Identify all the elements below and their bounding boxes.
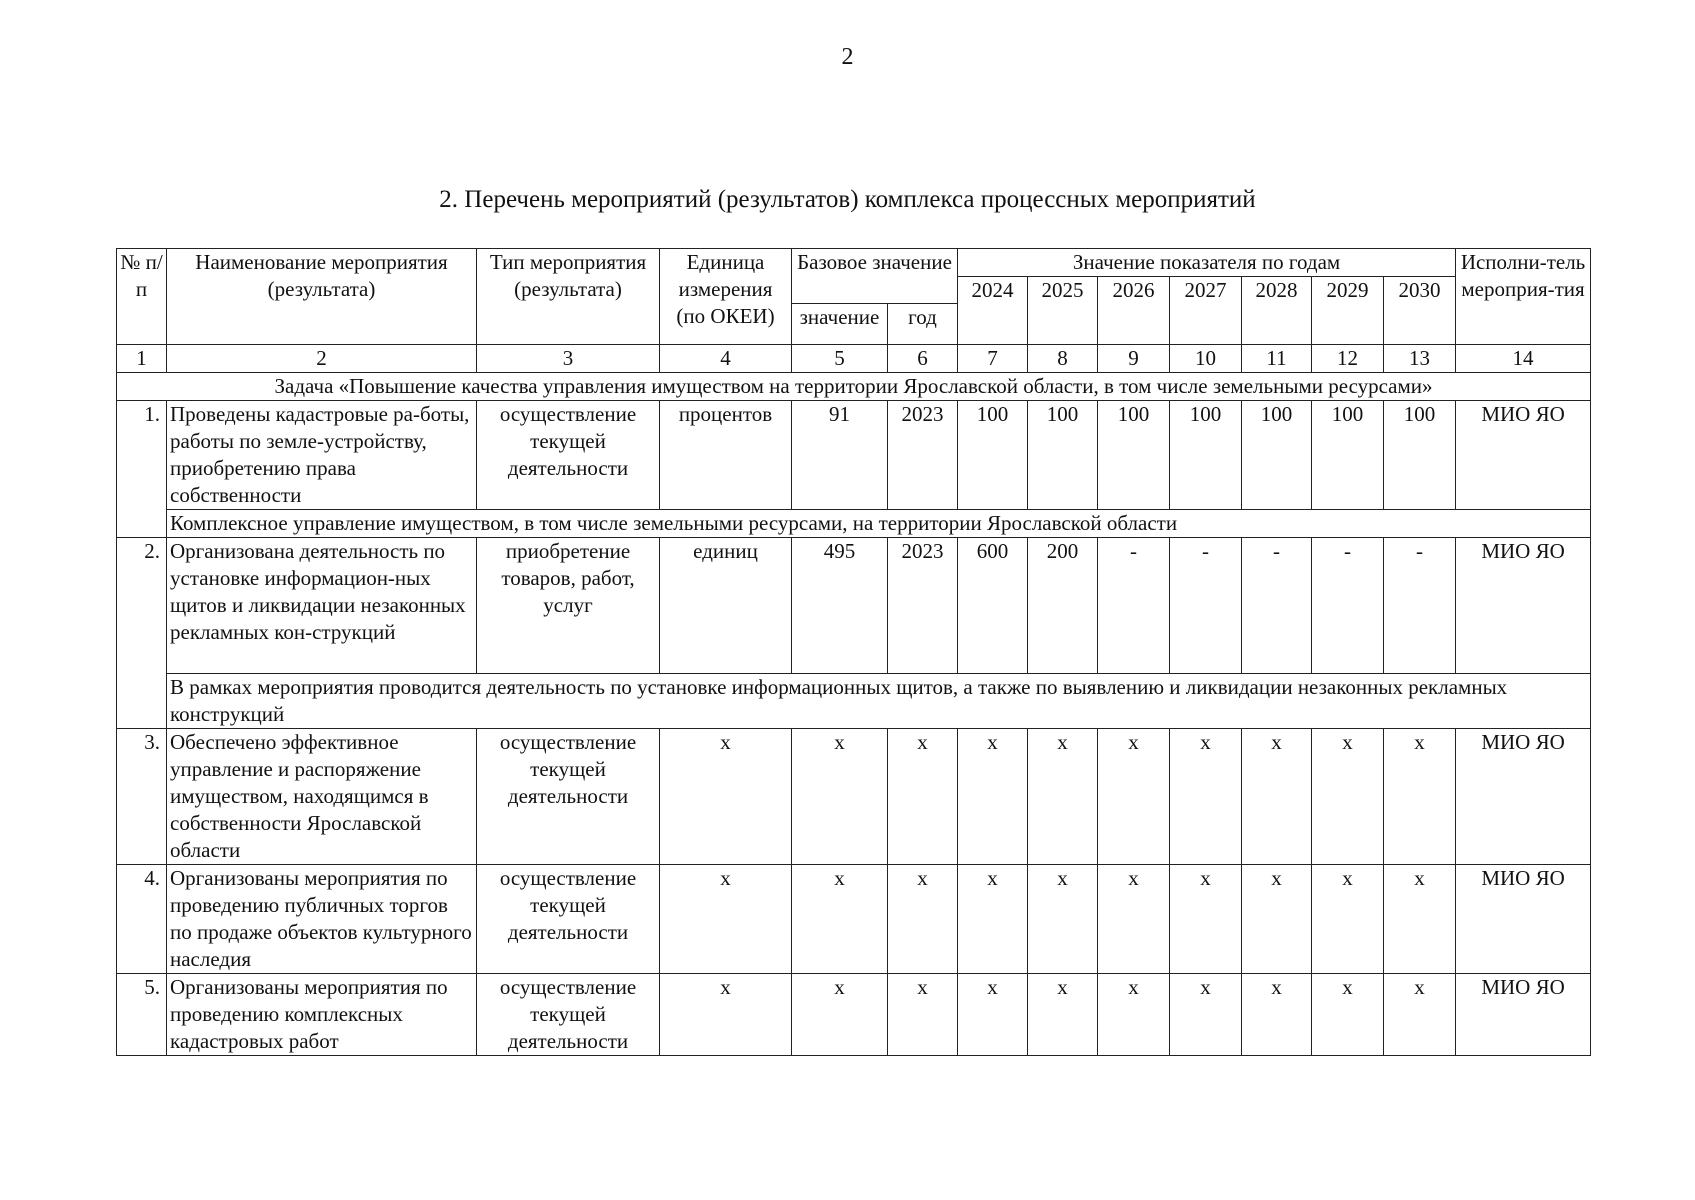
base-value: 495: [792, 538, 888, 674]
header-year-2030: 2030: [1384, 277, 1456, 345]
executor: МИО ЯО: [1456, 729, 1591, 865]
value-2027: х: [1170, 865, 1242, 974]
value-2027: 100: [1170, 401, 1242, 510]
value-2026: х: [1098, 865, 1170, 974]
col-number: 5: [792, 345, 888, 373]
base-year: 2023: [888, 401, 958, 510]
value-2024: х: [958, 865, 1028, 974]
measure-note: В рамках мероприятия проводится деятельность по установке информационных щитов, а также по выявлению и ликвидации незаконных рекламных конструкций: [167, 674, 1591, 729]
col-number: 11: [1242, 345, 1312, 373]
table-row: [117, 729, 1591, 865]
page-number: 2: [841, 44, 854, 70]
measure-type: осуществление текущей деятельности: [477, 401, 660, 510]
measure-type: приобретение товаров, работ, услуг: [477, 538, 660, 674]
col-number: 9: [1098, 345, 1170, 373]
header-name: Наименование мероприятия (результата): [167, 249, 477, 345]
value-2027: х: [1170, 729, 1242, 865]
header-years-group: Значение показателя по годам: [958, 249, 1456, 277]
value-2029: 100: [1312, 401, 1384, 510]
value-2024: 100: [958, 401, 1028, 510]
header-executor: Исполни-тель мероприя-тия: [1456, 249, 1591, 345]
value-2029: х: [1312, 729, 1384, 865]
measure-unit: х: [660, 974, 792, 1056]
table-row: [117, 865, 1591, 974]
header-num: № п/п: [117, 249, 167, 345]
table-row: [117, 401, 1591, 510]
col-number: 14: [1456, 345, 1591, 373]
value-2027: х: [1170, 974, 1242, 1056]
measure-unit: х: [660, 729, 792, 865]
row-number: 3.: [117, 729, 167, 865]
measures-table: [116, 248, 1591, 1056]
measure-unit: процентов: [660, 401, 792, 510]
row-number: 5.: [117, 974, 167, 1056]
value-2030: -: [1384, 538, 1456, 674]
table-row-note: [117, 510, 1591, 538]
column-numbers-row: [117, 345, 1591, 373]
value-2025: 200: [1028, 538, 1098, 674]
value-2024: х: [958, 974, 1028, 1056]
row-number: 4.: [117, 865, 167, 974]
measure-unit: х: [660, 865, 792, 974]
task-title: Задача «Повышение качества управления имуществом на территории Ярославской области, в том числе земельными ресурсами»: [117, 373, 1591, 401]
base-year: х: [888, 729, 958, 865]
value-2030: 100: [1384, 401, 1456, 510]
value-2026: 100: [1098, 401, 1170, 510]
header-base: Базовое значение: [792, 249, 958, 304]
col-number: 13: [1384, 345, 1456, 373]
value-2029: х: [1312, 865, 1384, 974]
value-2026: х: [1098, 974, 1170, 1056]
col-number: 3: [477, 345, 660, 373]
col-number: 8: [1028, 345, 1098, 373]
header-year-2028: 2028: [1242, 277, 1312, 345]
value-2028: х: [1242, 974, 1312, 1056]
col-number: 1: [117, 345, 167, 373]
value-2030: х: [1384, 865, 1456, 974]
col-number: 12: [1312, 345, 1384, 373]
measure-type: осуществление текущей деятельности: [477, 865, 660, 974]
value-2026: х: [1098, 729, 1170, 865]
measure-type: осуществление текущей деятельности: [477, 974, 660, 1056]
base-value: х: [792, 865, 888, 974]
header-year-2026: 2026: [1098, 277, 1170, 345]
table-row-note: [117, 674, 1591, 729]
header-base-value: значение: [792, 304, 888, 345]
value-2024: х: [958, 729, 1028, 865]
col-number: 6: [888, 345, 958, 373]
col-number: 4: [660, 345, 792, 373]
measure-name: Организована деятельность по установке информацион-ных щитов и ликвидации незаконных рекламных кон-струкций: [167, 538, 477, 674]
base-year: х: [888, 865, 958, 974]
executor: МИО ЯО: [1456, 401, 1591, 510]
row-number: 1.: [117, 401, 167, 538]
row-number: 2.: [117, 538, 167, 729]
measure-name: Организованы мероприятия по проведению публичных торгов по продаже объектов культурного наследия: [167, 865, 477, 974]
value-2028: х: [1242, 729, 1312, 865]
value-2028: 100: [1242, 401, 1312, 510]
header-year-2025: 2025: [1028, 277, 1098, 345]
header-year-2029: 2029: [1312, 277, 1384, 345]
value-2025: х: [1028, 974, 1098, 1056]
table-row: [117, 974, 1591, 1056]
value-2029: х: [1312, 974, 1384, 1056]
value-2027: -: [1170, 538, 1242, 674]
header-type: Тип мероприятия (результата): [477, 249, 660, 345]
table-row: [117, 538, 1591, 674]
measure-name: Проведены кадастровые ра-боты, работы по земле-устройству, приобретению права собственности: [167, 401, 477, 510]
executor: МИО ЯО: [1456, 974, 1591, 1056]
executor: МИО ЯО: [1456, 865, 1591, 974]
base-value: х: [792, 974, 888, 1056]
value-2028: х: [1242, 865, 1312, 974]
document-title: 2. Перечень мероприятий (результатов) комплекса процессных мероприятий: [439, 186, 1256, 213]
value-2029: -: [1312, 538, 1384, 674]
measure-name: Обеспечено эффективное управление и распоряжение имуществом, находящимся в собственности Ярославской области: [167, 729, 477, 865]
executor: МИО ЯО: [1456, 538, 1591, 674]
measure-unit: единиц: [660, 538, 792, 674]
measure-type: осуществление текущей деятельности: [477, 729, 660, 865]
value-2026: -: [1098, 538, 1170, 674]
measure-note: Комплексное управление имуществом, в том числе земельными ресурсами, на территории Ярославской области: [167, 510, 1591, 538]
base-value: х: [792, 729, 888, 865]
base-year: 2023: [888, 538, 958, 674]
header-row-1: [117, 249, 1591, 277]
col-number: 7: [958, 345, 1028, 373]
task-row: [117, 373, 1591, 401]
value-2030: х: [1384, 729, 1456, 865]
base-year: х: [888, 974, 958, 1056]
value-2025: 100: [1028, 401, 1098, 510]
measure-name: Организованы мероприятия по проведению комплексных кадастровых работ: [167, 974, 477, 1056]
value-2024: 600: [958, 538, 1028, 674]
col-number: 2: [167, 345, 477, 373]
base-value: 91: [792, 401, 888, 510]
value-2025: х: [1028, 865, 1098, 974]
value-2030: х: [1384, 974, 1456, 1056]
header-unit: Единица измерения (по ОКЕИ): [660, 249, 792, 345]
col-number: 10: [1170, 345, 1242, 373]
header-year-2027: 2027: [1170, 277, 1242, 345]
header-base-year: год: [888, 304, 958, 345]
value-2028: -: [1242, 538, 1312, 674]
value-2025: х: [1028, 729, 1098, 865]
header-year-2024: 2024: [958, 277, 1028, 345]
